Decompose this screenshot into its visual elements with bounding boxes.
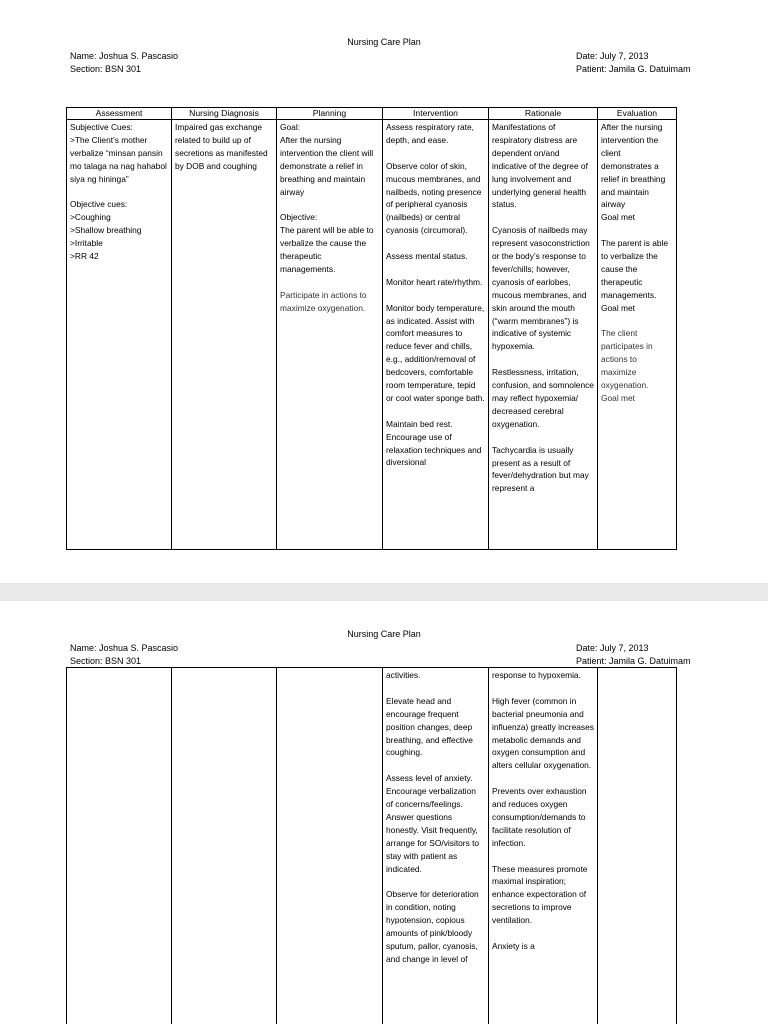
objective-text: The parent will be able to verbalize the cause the therapeutic managements. [280,225,374,274]
intervention-item: activities. [386,670,421,680]
intervention-item: Assess level of anxiety. Encourage verbalization of concerns/feelings. Answer questions honestly. Visit frequently, arrange for SO/visitors to stay with patient as indicated. [386,773,480,874]
plan-date: Date: July 7, 2013 [576,643,649,653]
intervention-cell [383,668,489,1024]
column-header-assessment: Assessment [67,108,172,120]
subjective-text: >The Client’s mother verbalize “minsan pansin mo talaga na nag hahabol siya ng hininga” [70,134,167,184]
planning-cell [277,120,383,550]
care-plan-table [66,107,677,550]
column-header-intervention: Intervention [383,108,489,120]
intervention-item: Monitor heart rate/rhythm. [386,276,483,287]
participate-text: Participate in actions to maximize oxygenation. [280,289,367,313]
rationale-item: High fever (common in bacterial pneumonia and influenza) greatly increases metabolic demands and oxygen consumption and alters cellular oxygenation. [492,695,594,771]
patient-name: Patient: Jamila G. Datuimam [576,64,691,74]
student-name: Name: Joshua S. Pascasio [70,643,179,653]
evaluation-text: The client participates in actions to maximize oxygenation. [601,328,653,391]
table-header-row [67,108,677,120]
evaluation-text: After the nursing intervention the client demonstrates a relief in breathing and maintain airway [601,122,666,210]
goal-met-label: Goal met [601,393,635,403]
goal-met-label: Goal met [601,212,635,223]
rationale-cell [489,120,598,550]
assessment-cell [67,668,172,1024]
goal-label: Goal: [280,122,301,132]
intervention-item: Observe for deterioration in condition, noting hypotension, copious amounts of pink/bloody sputum, pallor, cyanosis, and change in level of [386,889,479,964]
patient-name: Patient: Jamila G. Datuimam [576,656,691,666]
rationale-item: Tachycardia is usually present as a result of fever/dehydration but may represent a [492,444,589,494]
intervention-item: Elevate head and encourage frequent position changes, deep breathing, and effective coughing. [386,695,473,758]
rationale-item: response to hypoxemia. [492,670,581,680]
objective-label: Objective cues: [70,199,128,210]
objective-item: >RR 42 [70,251,99,262]
intervention-item: Maintain bed rest. Encourage use of relaxation techniques and diversional [386,418,482,468]
column-header-rationale: Rationale [489,108,598,120]
plan-date: Date: July 7, 2013 [576,51,649,61]
rationale-item: Anxiety is a [492,940,535,951]
planning-cell [277,668,383,1024]
rationale-item: Cyanosis of nailbeds may represent vasoconstriction or the body’s response to fever/chills; however, cyanosis of earlobes, mucous membranes, and skin around the mouth (“warm membranes”) is indicative of systemic hypoxemia. [492,225,590,352]
objective-label: Objective: [280,212,318,223]
page-title: Nursing Care Plan [347,37,421,47]
intervention-cell [383,120,489,550]
goal-text: After the nursing intervention the client will demonstrate a relief in breathing and maintain airway [280,134,374,197]
column-header-nursing-diagnosis: Nursing Diagnosis [172,108,277,120]
evaluation-cell [598,120,677,550]
rationale-item: Restlessness, irritation, confusion, and somnolence may reflect hypoxemia/ decreased cerebral oxygenation. [492,367,594,429]
student-section: Section: BSN 301 [70,64,142,74]
diagnosis-cell [172,120,277,550]
evaluation-cell [598,668,677,1024]
assessment-cell [67,120,172,550]
rationale-cell [489,668,598,1024]
table-row [67,120,677,550]
page-title: Nursing Care Plan [347,629,421,639]
intervention-item: Assess respiratory rate, depth, and ease. [386,122,474,145]
rationale-item: These measures promote maximal inspiration; enhance expectoration of secretions to improve ventilation. [492,863,588,926]
care-plan-table-continued [66,667,677,1024]
goal-met-label: Goal met [601,302,635,313]
column-header-planning: Planning [277,108,383,120]
rationale-item: Manifestations of respiratory distress are dependent on/and indicative of the degree of lung involvement and underlying general health status. [492,122,588,210]
intervention-item: Observe color of skin, mucous membranes, and nailbeds, noting presence of peripheral cyanosis (nailbeds) or central cyanosis (circumoral). [386,160,482,236]
objective-item: >Shallow breathing [70,225,142,236]
table-row [67,668,677,1024]
evaluation-text: The parent is able to verbalize the cause the therapeutic managements. [601,238,669,300]
intervention-item: Assess mental status. [386,251,468,262]
diagnosis-cell [172,668,277,1024]
objective-item: >Coughing [70,212,111,223]
intervention-item: Monitor body temperature, as indicated. Assist with comfort measures to reduce fever and chills, e.g., addition/removal of bedcovers, comfortable room temperature, tepid or cool water sponge bath. [386,302,485,403]
diagnosis-text: Impaired gas exchange related to build up of secretions as manifested by DOB and coughing [175,122,268,171]
student-section: Section: BSN 301 [70,656,142,666]
column-header-evaluation: Evaluation [598,108,677,120]
objective-item: >Irritable [70,238,103,249]
subjective-label: Subjective Cues: [70,122,133,132]
document-page-2 [0,601,768,1024]
rationale-item: Prevents over exhaustion and reduces oxygen consumption/demands to facilitate resolution of infection. [492,786,587,848]
student-name: Name: Joshua S. Pascasio [70,51,179,61]
